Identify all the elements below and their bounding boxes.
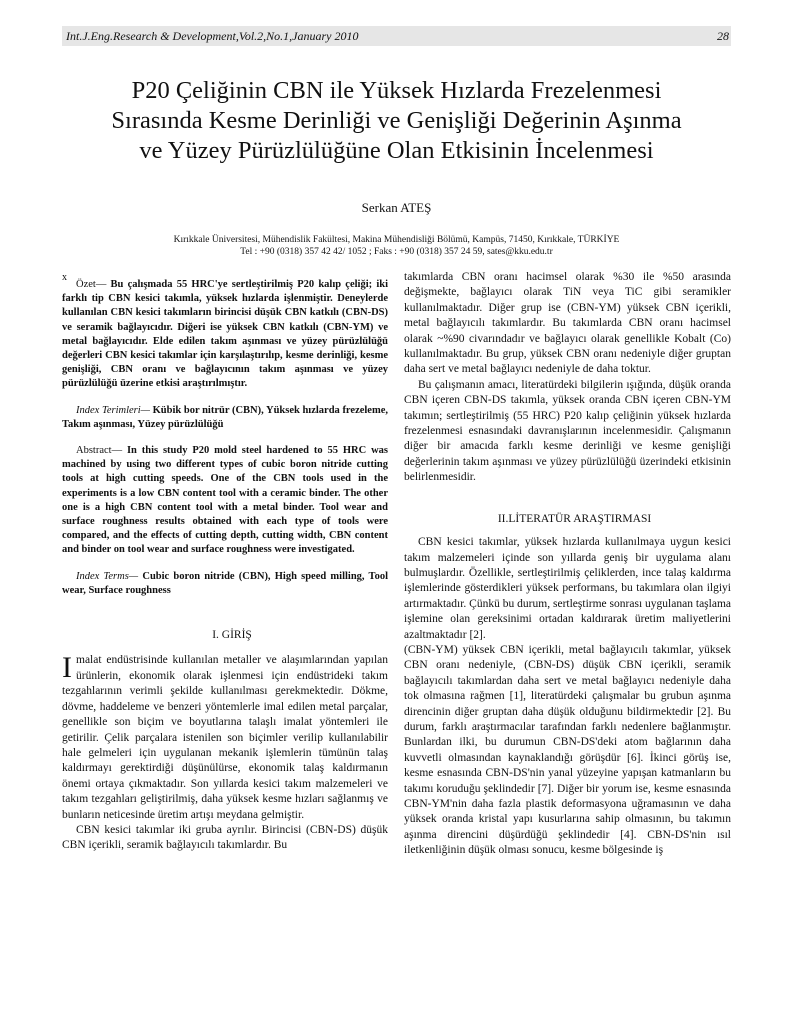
drop-cap: I — [62, 651, 72, 685]
right-column — [404, 270, 731, 859]
title-line-3: ve Yüzey Pürüzlülüğüne Olan Etkisinin İncelenmesi — [139, 137, 654, 164]
left-column — [62, 278, 388, 854]
paper-title — [62, 76, 731, 166]
literature-paragraph-1: CBN kesici takımlar, yüksek hızlarda kullanılmaya uygun kesici takım malzemeleri içinde son yıllarda geniş bir uygulama alanı bulmuşlardır. Özellikle, sertleştirilmiş çeliklerden, ince talaş kaldırma işlemlerinde gösterdikleri yüksek performans, bu takımlara olan ilgiyi artırmaktadır. Çünkü bu durum, sertleştirme sonrası uygulanan taşlama işlemine olan gereksinimi ortadan kaldırarak üretim maliyetlerini azaltmaktadır [2]. — [404, 536, 731, 641]
abstract-en-label: Abstract— — [76, 445, 123, 457]
index-terms-tr-text: Kübik bor nitrür (CBN), Yüksek hızlarda frezeleme, Takım aşınması, Yüzey pürüzlülüğü — [62, 404, 388, 430]
affiliation-contact: Tel : +90 (0318) 357 42 42/ 1052 ; Faks : +90 (0318) 357 24 59, sates@kku.edu.tr — [240, 247, 553, 257]
title-line-2: Sırasında Kesme Derinliği ve Genişliği Değerinin Aşınma — [111, 107, 682, 134]
section-heading-introduction: I. GİRİŞ — [212, 629, 252, 642]
section-heading-literature: II.LİTERATÜR ARAŞTIRMASI — [497, 512, 652, 525]
abstract-en — [62, 444, 388, 558]
running-header — [62, 26, 731, 46]
abstract-tr-text: Bu çalışmada 55 HRC'ye sertleştirilmiş P20 kalıp çeliği; iki farklı tip CBN kesici takımla, yüksek hızlarda işlenmiştir. Deneylerde kullanılan CBN kesici takımların birincisi düşük CBN katkılı (CBN-DS) ve seramik bağlayıcıdır. Diğeri ise yüksek CBN katkılı (CBN-YM) ve metal bağlayıcıdır. Elde edilen takım aşınması ve yüzey pürüzlülüğü değerleri CBN kesici takımlar için karşılaştırılıp, kesme derinliği, kesme genişliği, CBN oranı ve bağlayıcının takım aşınması ve yüzey pürüzlülüğü üzerine etkisi araştırılmıştır. — [62, 279, 389, 390]
index-terms-en — [62, 570, 388, 598]
author-name: Serkan ATEŞ — [361, 200, 432, 215]
abstract-tr-label: Özet— — [76, 279, 107, 290]
body-paragraph-aim: Bu çalışmanın amacı, literatürdeki bilgilerin ışığında, düşük oranda CBN içeren CBN-DS takımla, yüksek oranda CBN içeren CBN-YM takımın; sertleştirilmiş (55 HRC) P20 kalıp çeliğinin yüksek hızlarda frezelenmesi esnasındaki davranışlarının incelenmesidir. Çalışmanın diğer bir amacıda farklı kesme derinliği ve kesme genişliği değerlerinin takım aşınması ve yüzey pürüzlülüğü üzerindeki etkisinin belirlenmesidir. — [404, 378, 731, 484]
index-terms-en-text: Cubic boron nitride (CBN), High speed milling, Tool wear, Surface roughness — [62, 570, 389, 596]
journal-citation: Int.J.Eng.Research & Development,Vol.2,No.1,January 2010 — [66, 29, 359, 43]
intro-paragraph-1 — [62, 653, 388, 822]
abstract-tr — [62, 278, 388, 392]
title-line-1: P20 Çeliğinin CBN ile Yüksek Hızlarda Frezelenmesi — [131, 77, 662, 104]
intro-paragraph-1-text: malat endüstrisinde kullanılan metaller ve alaşımlarından yapılan ürünlerin, ekonomik olarak işlenmesi için endüstrideki takım tezgahlarının verimli şekilde kullanılması gerekmektedir. Dökme, dövme, haddeleme ve benzeri yöntemlerle imal edilen metal parçalar, genellikle son biçim ve boyutlarına talaşlı imalat yöntemleri ile getirilir. Çelik parçalara istenilen son biçimler verilip kullanılabilir hale gelmeleri için uygulanan mekanik işlemlerin tümünün talaş kaldırmayı gerektirdiği düşünülürse, ekonomik talaş kaldırmanın önemi ortaya çıkmaktadır. Son yıllarda kesici takım malzemeleri ve takım tezgahları geliştirilmiş, daha yüksek kesme hızları sağlanmış ve bunların neticesinde üretim artışı meydana gelmiştir. — [62, 654, 388, 821]
intro-paragraph-2: CBN kesici takımlar iki gruba ayrılır. Birincisi (CBN-DS) düşük CBN içerikli, seramik bağlayıcılı takımlardır. Bu — [62, 823, 388, 852]
abstract-en-text: In this study P20 mold steel hardened to 55 HRC was machined by using two different types of cubic boron nitride cutting tools at high cutting speeds. One of the CBN tools used in the experiments is a low CBN content tool with a ceramic binder. The other one is a high CBN content tool with a metal binder. Tool wear and surface roughness results obtained with each type of tools were compared, and the effects of cutting depth, cutting width, CBN content and binder on tool wear and surface roughness were investigated. — [62, 445, 388, 556]
affiliation — [62, 234, 731, 258]
body-paragraph-cbn-ds: takımlarda CBN oranı hacimsel olarak %30 ile %50 arasında değişmekte, bağlayıcı olarak TiN veya TiC gibi seramikler kullanılmaktadır. Diğer grup ise (CBN-YM) yüksek CBN içerikli, metal bağlayıcılı takımlardır. Bu takımlarda CBN oranı hacimsel olarak ~%90 civarındadır ve bağlayıcı olarak genellikle Kobalt (Co) kullanılmaktadır. Bu grup, yüksek CBN oranı nedeniyle diğer gruptan daha sert ve metal bağlayıcı nedeniyle de daha toktur. — [404, 271, 731, 376]
index-terms-en-label: Index Terms— — [76, 570, 139, 582]
index-terms-tr-label: Index Terimleri— — [76, 404, 150, 416]
literature-paragraph-2: (CBN-YM) yüksek CBN içerikli, metal bağlayıcılı takımlar, yüksek CBN oranı nedeniyle, (CBN-DS) düşük CBN içerikli, seramik bağlayıcılı takımlardan daha sert ve metal bağlayıcı nedeniyle daha tok olmasına rağmen [1], literatürdeki çalışmalar bu grubun aşınma direncinin diğer gruptan daha düşük olduğunu bildirmektedir [2]. Bu durum, farklı araştırmacılar tarafından farklı nedenlere bağlanmıştır. Bunlardan ilki, bu durumun CBN-DS'deki atom bağlarının daha kuvvetli olmasından kaynaklandığı görüşdür [6]. İkinci görüş ise, kesme esnasında CBN-DS'nin yanal yüzeyine yapışan katmanların bu takımı koruduğu şeklindedir [7]. Diğer bir yorum ise, kesme esnasında CBN-YM'nin daha fazla plastik deformasyona uğramasının ve daha yüksek oranda kristal yapı kusurlarına sahip olmasının, bu takımın aşınma direncini düşürdüğü şeklindedir [4]. CBN-DS'nin ısıl iletkenliğinin düşük olması sonucu, kesme bölgesinde iş — [404, 643, 731, 857]
affiliation-address: Kırıkkale Üniversitesi, Mühendislik Fakültesi, Makina Mühendisliği Bölümü, Kampüs, 71450, Kırıkkale, TÜRKİYE — [173, 235, 620, 245]
index-terms-tr — [62, 404, 388, 432]
footnote-mark: x — [62, 272, 67, 283]
page-number: 28 — [717, 29, 729, 43]
